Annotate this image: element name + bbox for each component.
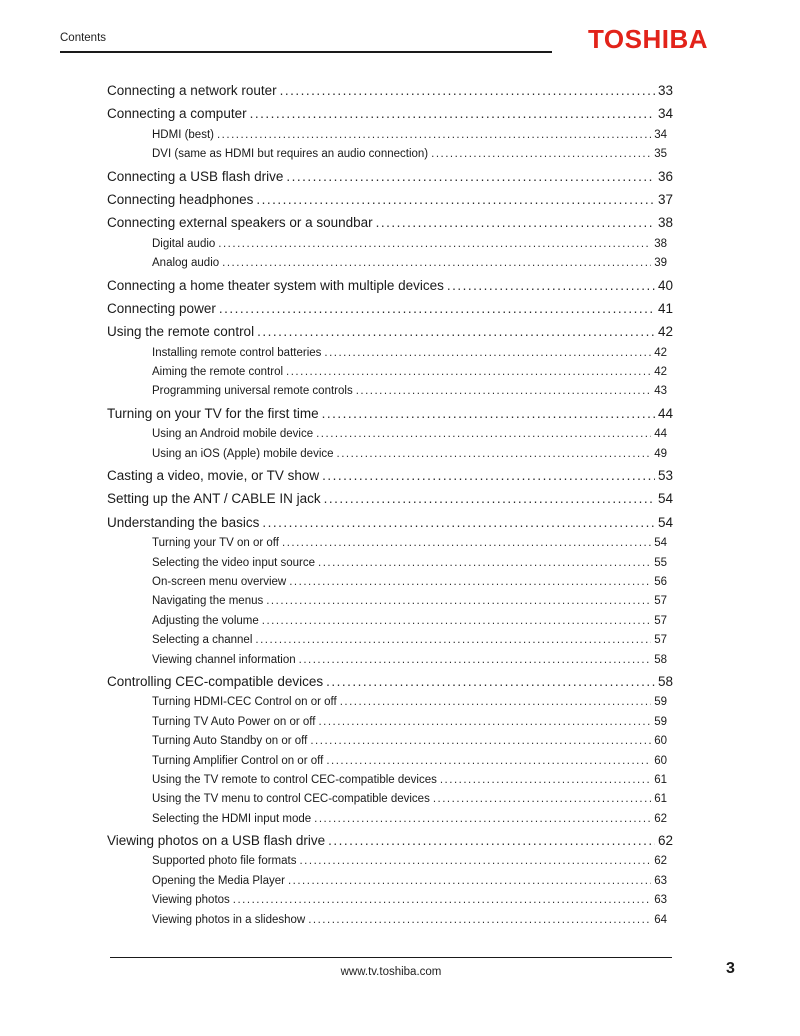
toc-entry-title: Opening the Media Player (152, 874, 285, 887)
toc-entry-title: Casting a video, movie, or TV show (107, 468, 320, 484)
toc-entry-page: 61 (654, 793, 667, 806)
toc-entry (107, 211, 673, 234)
toc-entry (107, 771, 673, 790)
toc-entry-page: 37 (657, 191, 673, 207)
toc-entry-title: DVI (same as HDMI but requires an audio connection) (152, 148, 429, 161)
toc-dot-leader (340, 693, 652, 712)
toc-entry (107, 790, 673, 809)
toc-dot-leader (299, 651, 652, 670)
toc-entry (107, 713, 673, 732)
toc-entry-title: Analog audio (152, 257, 220, 270)
toc-entry-title: Connecting a network router (107, 83, 277, 98)
toc-entry-page: 41 (657, 300, 673, 316)
toc-entry-title: Using the remote control (107, 324, 255, 340)
toc-entry-title: Turning Amplifier Control on or off (152, 754, 324, 767)
toc-entry-page: 57 (654, 614, 667, 627)
toc-entry-title: Turning TV Auto Power on or off (152, 715, 316, 728)
toc-entry-page: 63 (654, 894, 667, 907)
toc-dot-leader (250, 102, 655, 125)
toc-entry-page: 34 (657, 106, 673, 122)
toc-entry (107, 693, 673, 712)
toc-entry-page: 54 (657, 491, 673, 507)
toc-entry-page: 62 (657, 833, 673, 849)
toc-entry (107, 612, 673, 631)
toc-entry-page: 40 (657, 277, 673, 293)
toc-entry-page: 39 (654, 257, 667, 270)
toc-dot-leader (299, 852, 651, 871)
toc-entry-page: 54 (657, 514, 673, 530)
toc-entry (107, 402, 673, 425)
toc-entry (107, 445, 673, 464)
toc-entry (107, 852, 673, 871)
toc-entry-page: 53 (657, 468, 673, 484)
toc-entry (107, 592, 673, 611)
toc-entry-title: Using an Android mobile device (152, 428, 314, 441)
toc-entry-title: Connecting external speakers or a soundbar (107, 215, 373, 231)
toc-entry-title: Aiming the remote control (152, 366, 284, 379)
toc-dot-leader (262, 612, 651, 631)
toc-entry-page: 64 (654, 913, 667, 926)
toc-dot-leader (324, 487, 655, 510)
toc-entry-title: Setting up the ANT / CABLE IN jack (107, 491, 321, 507)
toc-dot-leader (222, 254, 651, 273)
toc-entry-page: 63 (654, 874, 667, 887)
toc-entry-title: Programming universal remote controls (152, 385, 353, 398)
toc-entry-title: Supported photo file formats (152, 855, 297, 868)
toc-entry-title: Adjusting the volume (152, 614, 259, 627)
toc-dot-leader (376, 211, 655, 234)
toc-dot-leader (310, 732, 651, 751)
toc-dot-leader (256, 188, 655, 211)
toc-entry (107, 872, 673, 891)
toc-entry-title: Turning Auto Standby on or off (152, 735, 308, 748)
toc-entry-page: 60 (654, 754, 667, 767)
toc-dot-leader (447, 274, 655, 297)
toc-entry (107, 487, 673, 510)
toc-entry (107, 651, 673, 670)
toc-dot-leader (318, 713, 651, 732)
toc-entry-title: Turning on your TV for the first time (107, 405, 319, 421)
toc-entry-page: 60 (654, 735, 667, 748)
toc-entry-title: Connecting a computer (107, 106, 247, 122)
toc-entry (107, 363, 673, 382)
toc-entry (107, 911, 673, 930)
toc-entry-page: 36 (657, 168, 673, 184)
toc-entry-title: On-screen menu overview (152, 575, 287, 588)
toc-entry (107, 810, 673, 829)
toc-entry-title: Turning HDMI-CEC Control on or off (152, 696, 337, 709)
toc-entry (107, 732, 673, 751)
toc-dot-leader (219, 297, 655, 320)
toc-dot-leader (316, 425, 651, 444)
header-rule (60, 51, 552, 53)
toc-entry-title: Selecting a channel (152, 634, 253, 647)
toc-entry-page: 44 (654, 428, 667, 441)
toc-entry-page: 61 (654, 773, 667, 786)
page-number: 3 (726, 960, 735, 977)
toc-entry (107, 297, 673, 320)
toc-dot-leader (308, 911, 651, 930)
toc-entry-page: 35 (654, 148, 667, 161)
toc-entry-page: 43 (654, 385, 667, 398)
toc-dot-leader (262, 511, 655, 534)
footer-rule (110, 957, 672, 958)
toc-entry-title: Understanding the basics (107, 514, 260, 530)
toc-entry-title: Turning your TV on or off (152, 537, 279, 550)
toc-entry-page: 56 (654, 575, 667, 588)
toc-dot-leader (433, 790, 651, 809)
toc-entry-page: 55 (654, 556, 667, 569)
toc-entry-page: 58 (654, 653, 667, 666)
toc-dot-leader (337, 445, 652, 464)
toc-dot-leader (255, 631, 651, 650)
toc-entry-title: Installing remote control batteries (152, 346, 322, 359)
toc-dot-leader (318, 554, 651, 573)
toc-dot-leader (326, 752, 651, 771)
toc-dot-leader (280, 79, 655, 102)
toc-entry-title: Viewing photos in a slideshow (152, 913, 306, 926)
toc-entry-page: 33 (657, 83, 673, 98)
toc-entry (107, 274, 673, 297)
toc-dot-leader (257, 320, 655, 343)
toc-dot-leader (233, 891, 651, 910)
toc-list (107, 79, 673, 930)
toc-entry-page: 42 (657, 324, 673, 340)
toc-dot-leader (282, 534, 651, 553)
toc-entry-title: Connecting headphones (107, 191, 254, 207)
toc-entry-page: 38 (654, 237, 667, 250)
toc-entry-page: 54 (654, 537, 667, 550)
toc-entry-page: 42 (654, 366, 667, 379)
toc-entry-title: Viewing channel information (152, 653, 296, 666)
toc-entry-title: Connecting a home theater system with multiple devices (107, 277, 444, 293)
toc-dot-leader (322, 402, 655, 425)
toc-dot-leader (322, 464, 655, 487)
toc-entry-title: HDMI (best) (152, 128, 214, 141)
toc-entry (107, 254, 673, 273)
toc-dot-leader (266, 592, 651, 611)
toc-dot-leader (356, 382, 652, 401)
toc-dot-leader (288, 872, 651, 891)
toc-dot-leader (217, 126, 651, 145)
toc-entry-page: 44 (657, 405, 673, 421)
toc-dot-leader (324, 344, 651, 363)
toc-entry (107, 891, 673, 910)
toc-entry-title: Selecting the HDMI input mode (152, 812, 312, 825)
toc-entry-title: Digital audio (152, 237, 216, 250)
toc-entry-page: 57 (654, 634, 667, 647)
toc-dot-leader (440, 771, 651, 790)
toc-entry-page: 49 (654, 447, 667, 460)
page-header (60, 28, 552, 53)
toc-entry (107, 145, 673, 164)
toc-entry (107, 235, 673, 254)
toc-entry (107, 382, 673, 401)
toc-entry-page: 62 (654, 855, 667, 868)
toc-dot-leader (326, 670, 655, 693)
toshiba-logo: TOSHIBA (588, 24, 709, 54)
toc-entry (107, 829, 673, 852)
toc-entry (107, 188, 673, 211)
toc-entry (107, 102, 673, 125)
toc-entry (107, 554, 673, 573)
toc-dot-leader (286, 363, 651, 382)
footer-website: www.tv.toshiba.com (340, 966, 442, 978)
toc-entry-page: 62 (654, 812, 667, 825)
toc-entry (107, 464, 673, 487)
toc-entry (107, 344, 673, 363)
toc-entry-title: Viewing photos (152, 894, 230, 907)
toc-entry-title: Controlling CEC-compatible devices (107, 673, 324, 689)
toc-entry (107, 165, 673, 188)
toc-dot-leader (286, 165, 655, 188)
toc-entry (107, 511, 673, 534)
toc-entry-page: 42 (654, 346, 667, 359)
toc-entry-title: Connecting power (107, 300, 216, 316)
toc-entry-page: 59 (654, 715, 667, 728)
toc-entry (107, 425, 673, 444)
toc-entry (107, 126, 673, 145)
toc-entry-page: 38 (657, 215, 673, 231)
toc-dot-leader (218, 235, 651, 254)
toc-entry (107, 670, 673, 693)
toc-entry-title: Navigating the menus (152, 595, 264, 608)
toc-dot-leader (431, 145, 651, 164)
toc-entry (107, 631, 673, 650)
toc-dot-leader (314, 810, 651, 829)
toc-entry-title: Using an iOS (Apple) mobile device (152, 447, 334, 460)
toc-entry-title: Selecting the video input source (152, 556, 316, 569)
toc-entry (107, 573, 673, 592)
toc-entry-page: 34 (654, 128, 667, 141)
toc-entry-page: 59 (654, 696, 667, 709)
toc-entry (107, 79, 673, 102)
toc-entry-title: Using the TV menu to control CEC-compatible devices (152, 793, 430, 806)
toc-entry (107, 320, 673, 343)
toc-entry (107, 534, 673, 553)
toc-entry (107, 752, 673, 771)
toc-entry-title: Viewing photos on a USB flash drive (107, 833, 326, 849)
toc-dot-leader (289, 573, 651, 592)
toc-entry-title: Using the TV remote to control CEC-compatible devices (152, 773, 437, 786)
toc-entry-page: 57 (654, 595, 667, 608)
toc-dot-leader (328, 829, 655, 852)
section-label: Contents (60, 32, 107, 44)
toc-entry-page: 58 (657, 673, 673, 689)
toc-entry-title: Connecting a USB flash drive (107, 168, 284, 184)
